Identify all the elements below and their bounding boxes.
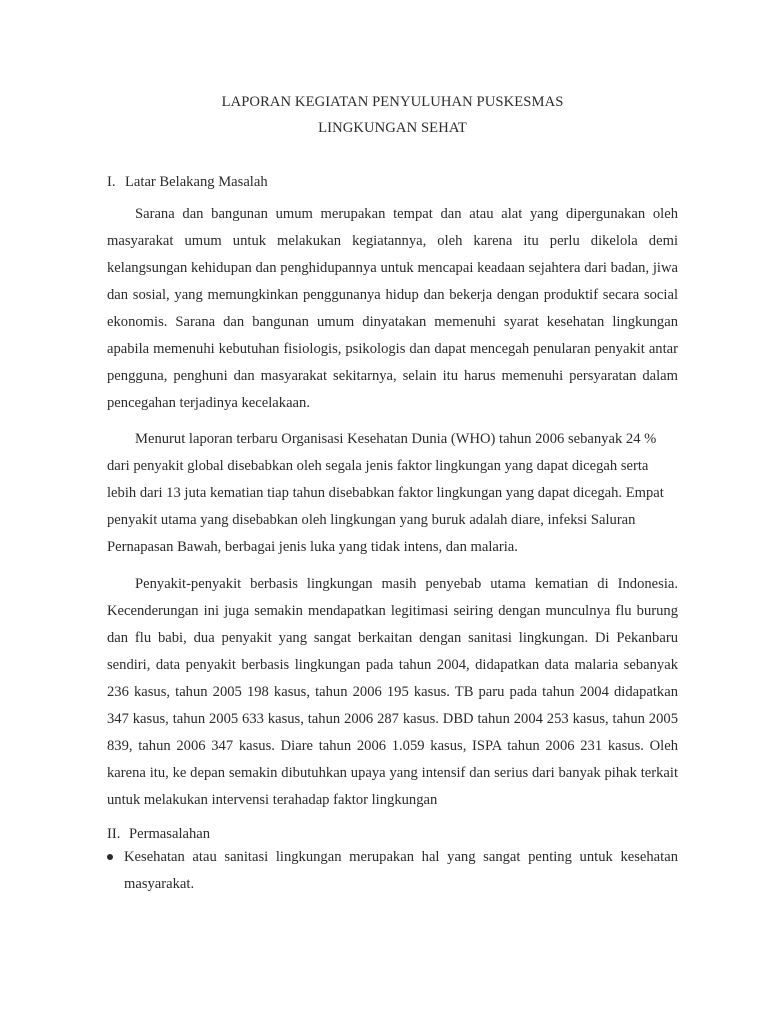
bullet-text: Kesehatan atau sanitasi lingkungan merupakan hal yang sangat penting untuk kesehatan masyarakat. [124, 849, 678, 892]
list-item [107, 844, 678, 898]
paragraph-sarana-bangunan: Sarana dan bangunan umum merupakan tempat dan atau alat yang dipergunakan oleh masyarakat umum untuk melakukan kegiatannya, oleh karena itu perlu dikelola demi kelangsungan kehidupan dan penghidupannya untuk mencapai keadaan sejahtera dari badan, jiwa dan sosial, yang memungkinkan penggunanya hidup dan bekerja dengan produktif secara social ekonomis. Sarana dan bangunan umum dinyatakan memenuhi syarat kesehatan lingkungan apabila memenuhi kebutuhan fisiologis, psikologis dan dapat mencegah penularan penyakit antar pengguna, penghuni dan masyarakat sekitarnya, selain itu harus memenuhi persyaratan dalam pencegahan terjadinya kecelakaan. [107, 206, 678, 411]
bullet-icon [107, 854, 113, 860]
paragraph-penyakit-berbasis-lingkungan: Penyakit-penyakit berbasis lingkungan masih penyebab utama kematian di Indonesia. Kecenderungan ini juga semakin mendapatkan legitimasi seiring dengan munculnya flu burung dan flu babi, dua penyakit yang sangat berkaitan dengan sanitasi lingkungan. Di Pekanbaru sendiri, data penyakit berbasis lingkungan pada tahun 2004, didapatkan data malaria sebanyak 236 kasus, tahun 2005 198 kasus, tahun 2006 195 kasus. TB paru pada tahun 2004 didapatkan 347 kasus, tahun 2005 633 kasus, tahun 2006 287 kasus. DBD tahun 2004 253 kasus, tahun 2005 839, tahun 2006 347 kasus. Diare tahun 2006 1.059 kasus, ISPA tahun 2006 231 kasus. Oleh karena itu, ke depan semakin dibutuhkan upaya yang intensif dan serius dari banyak pihak terkait untuk melakukan intervensi terahadap faktor lingkungan [107, 576, 678, 808]
document-title-line-1: LAPORAN KEGIATAN PENYULUHAN PUSKESMAS [221, 94, 564, 110]
section-heading-permasalahan [107, 826, 210, 843]
problem-bullet-list [107, 844, 678, 898]
document-title-line-2: LINGKUNGAN SEHAT [318, 120, 467, 136]
section-heading-text: Permasalahan [129, 826, 211, 842]
section-number: II. [107, 826, 121, 842]
section-heading-text: Latar Belakang Masalah [125, 174, 268, 190]
paragraph-who-report: Menurut laporan terbaru Organisasi Kesehatan Dunia (WHO) tahun 2006 sebanyak 24 % dari penyakit global disebabkan oleh segala jenis faktor lingkungan yang dapat dicegah serta lebih dari 13 juta kematian tiap tahun disebabkan faktor lingkungan yang dapat dicegah. Empat penyakit utama yang disebabkan oleh lingkungan yang buruk adalah diare, infeksi Saluran Pernapasan Bawah, berbagai jenis luka yang tidak intens, dan malaria. [107, 431, 664, 555]
section-number: I. [107, 174, 116, 190]
section-heading-latar-belakang [107, 174, 268, 191]
